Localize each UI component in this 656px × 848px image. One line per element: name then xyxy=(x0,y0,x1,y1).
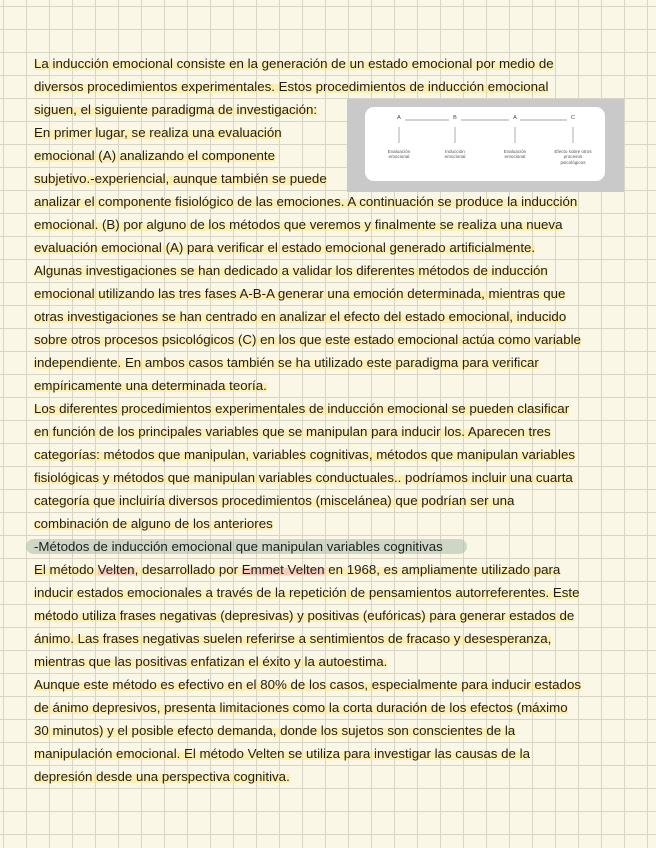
text-line: depresión desde una perspectiva cognitiva. xyxy=(34,769,290,784)
text-line: empíricamente una determinada teoría. xyxy=(34,378,267,393)
text-line: categoría que incluiría diversos procedimientos (miscelánea) que podrían ser una xyxy=(34,493,515,508)
text-line: ánimo. Las frases negativas suelen referirse a sentimientos de fracaso y desesperanza, xyxy=(34,631,552,646)
text-line: en función de los principales variables que se manipulan para inducir los. Aparecen tres xyxy=(34,424,551,439)
text-line: emocional (A) analizando el componente xyxy=(34,148,275,163)
text-line: diversos procedimientos experimentales. Estos procedimientos de inducción emocional xyxy=(34,79,549,94)
text-line: de ánimo depresivos, presenta limitaciones como la corta duración de los efectos (máximo xyxy=(34,700,568,715)
text-line: manipulación emocional. El método Velten se utiliza para investigar las causas de la xyxy=(34,746,530,761)
text-line: evaluación emocional (A) para verificar el estado emocional generado artificialmente. xyxy=(34,240,536,255)
text-line: método utiliza frases negativas (depresivas) y positivas (eufóricas) para generar estados de xyxy=(34,608,575,623)
text-line: independiente. En ambos casos también se ha utilizado este paradigma para verificar xyxy=(34,355,539,370)
text-line: mientras que las positivas enfatizan el éxito y la autoestima. xyxy=(34,654,388,669)
figure-letter: C xyxy=(571,115,575,121)
text-line: otras investigaciones se han centrado en analizar el efecto del estado emocional, inducido xyxy=(34,309,567,324)
text-line: combinación de alguno de los anteriores xyxy=(34,516,273,531)
text-line: inducir estados emocionales a través de la repetición de pensamientos autorreferentes. Este xyxy=(34,585,580,600)
paradigm-figure xyxy=(347,99,624,192)
text-line: siguen, el siguiente paradigma de investigación: xyxy=(34,102,318,117)
text-line: Algunas investigaciones se han dedicado a validar los diferentes métodos de inducción xyxy=(34,263,548,278)
text-line: subjetivo.-experiencial, aunque también se puede xyxy=(34,171,327,186)
figure-label: Evaluación emocional xyxy=(503,149,527,160)
text-line: analizar el componente fisiológico de las emociones. A continuación se produce la inducción xyxy=(34,194,578,209)
text-line: fisiológicas y métodos que manipulan variables conductuales.. podríamos incluir una cuarta xyxy=(34,470,573,485)
figure-label: Inducción emocional xyxy=(444,149,466,160)
figure-letter: A xyxy=(397,115,401,121)
figure-letter: A xyxy=(513,115,517,121)
text-line: La inducción emocional consiste en la generación de un estado emocional por medio de xyxy=(34,56,554,71)
text-line: Aunque este método es efectivo en el 80% de los casos, especialmente para inducir estados xyxy=(34,677,581,692)
name-highlight: Velten xyxy=(97,562,135,577)
name-highlight: Emmet Velten xyxy=(241,562,325,577)
text-line: 30 minutos) y el posible efecto demanda, donde los sujetos son conscientes de la xyxy=(34,723,516,738)
text-line: emocional. (B) por alguno de los métodos que veremos y finalmente se realiza una nueva xyxy=(34,217,563,232)
figure-panel xyxy=(365,107,605,181)
text-line: Los diferentes procedimientos experimentales de inducción emocional se pueden clasificar xyxy=(34,401,570,416)
text-line: categorías: métodos que manipulan, variables cognitivas, métodos que manipulan variables xyxy=(34,447,576,462)
text-line: emocional utilizando las tres fases A-B-A generar una emoción determinada, mientras que xyxy=(34,286,566,301)
text-line: En primer lugar, se realiza una evaluación xyxy=(34,125,282,140)
text-line: El método Velten, desarrollado por Emmet Velten en 1968, es ampliamente utilizado para xyxy=(34,562,561,577)
figure-label: Evaluación emocional xyxy=(387,149,411,160)
text-line: sobre otros procesos psicológicos (C) en los que este estado emocional actúa como variable xyxy=(34,332,581,347)
figure-letter: B xyxy=(453,115,457,121)
figure-label: Efecto sobre otros procesos psicológicos xyxy=(554,149,592,165)
section-heading: -Métodos de inducción emocional que manipulan variables cognitivas xyxy=(34,535,624,558)
